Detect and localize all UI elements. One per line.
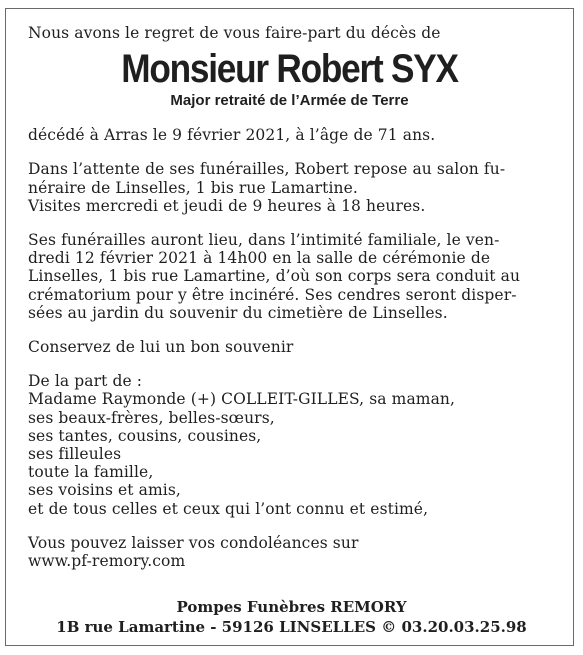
funeral-line: dredi 12 février 2021 à 14h00 en la salle de cérémonie de <box>28 249 491 268</box>
rest-line: Visites mercredi et jeudi de 9 heures à 18 heures. <box>28 196 426 215</box>
deceased-name: Monsieur Robert SYX <box>121 47 458 92</box>
funeral-paragraph <box>28 231 551 322</box>
phone-icon: © <box>381 618 397 636</box>
family-paragraph <box>28 372 551 518</box>
rest-paragraph <box>28 160 551 215</box>
family-line: De la part de : <box>28 372 143 391</box>
funeral-line: Linselles, 1 bis rue Lamartine, d’où son corps sera conduit au <box>28 267 521 286</box>
notice-content <box>28 24 551 570</box>
family-line: toute la famille, <box>28 463 154 482</box>
rest-line: néraire de Linselles, 1 bis rue Lamartine. <box>28 178 358 197</box>
condolences-link[interactable]: www.pf-remory.com <box>28 552 186 571</box>
condolences-paragraph <box>28 534 551 570</box>
rest-line: Dans l’attente de ses funérailles, Robert repose au salon fu- <box>28 160 506 179</box>
remember-text: Conservez de lui un bon souvenir <box>28 338 294 357</box>
funeral-home-footer <box>0 597 583 637</box>
funeral-home-phone: 03.20.03.25.98 <box>401 618 527 636</box>
funeral-line: crématorium pour y être incinéré. Ses cendres seront disper- <box>28 285 517 304</box>
condolences-line: Vous pouvez laisser vos condoléances sur <box>28 533 359 552</box>
family-line: ses filleules <box>28 445 122 464</box>
funeral-home-name: Pompes Funèbres REMORY <box>176 598 407 616</box>
funeral-line: Ses funérailles auront lieu, dans l’intimité familiale, le ven- <box>28 231 500 250</box>
funeral-home-address: 1B rue Lamartine - 59126 LINSELLES <box>56 618 376 636</box>
funeral-home-contact <box>0 617 583 637</box>
family-line: ses beaux-frères, belles-sœurs, <box>28 408 275 427</box>
family-line: Madame Raymonde (+) COLLEIT-GILLES, sa maman, <box>28 390 456 409</box>
family-line: ses voisins et amis, <box>28 481 181 500</box>
intro-text: Nous avons le regret de vous faire-part du décès de <box>28 24 441 42</box>
family-line: ses tantes, cousins, cousines, <box>28 426 262 445</box>
family-line: et de tous celles et ceux qui l’ont connu et estimé, <box>28 499 429 518</box>
deceased-rank: Major retraité de l’Armée de Terre <box>170 92 409 110</box>
funeral-line: sées au jardin du souvenir du cimetière de Linselles. <box>28 303 448 322</box>
death-statement: décédé à Arras le 9 février 2021, à l’âge de 71 ans. <box>28 126 436 145</box>
